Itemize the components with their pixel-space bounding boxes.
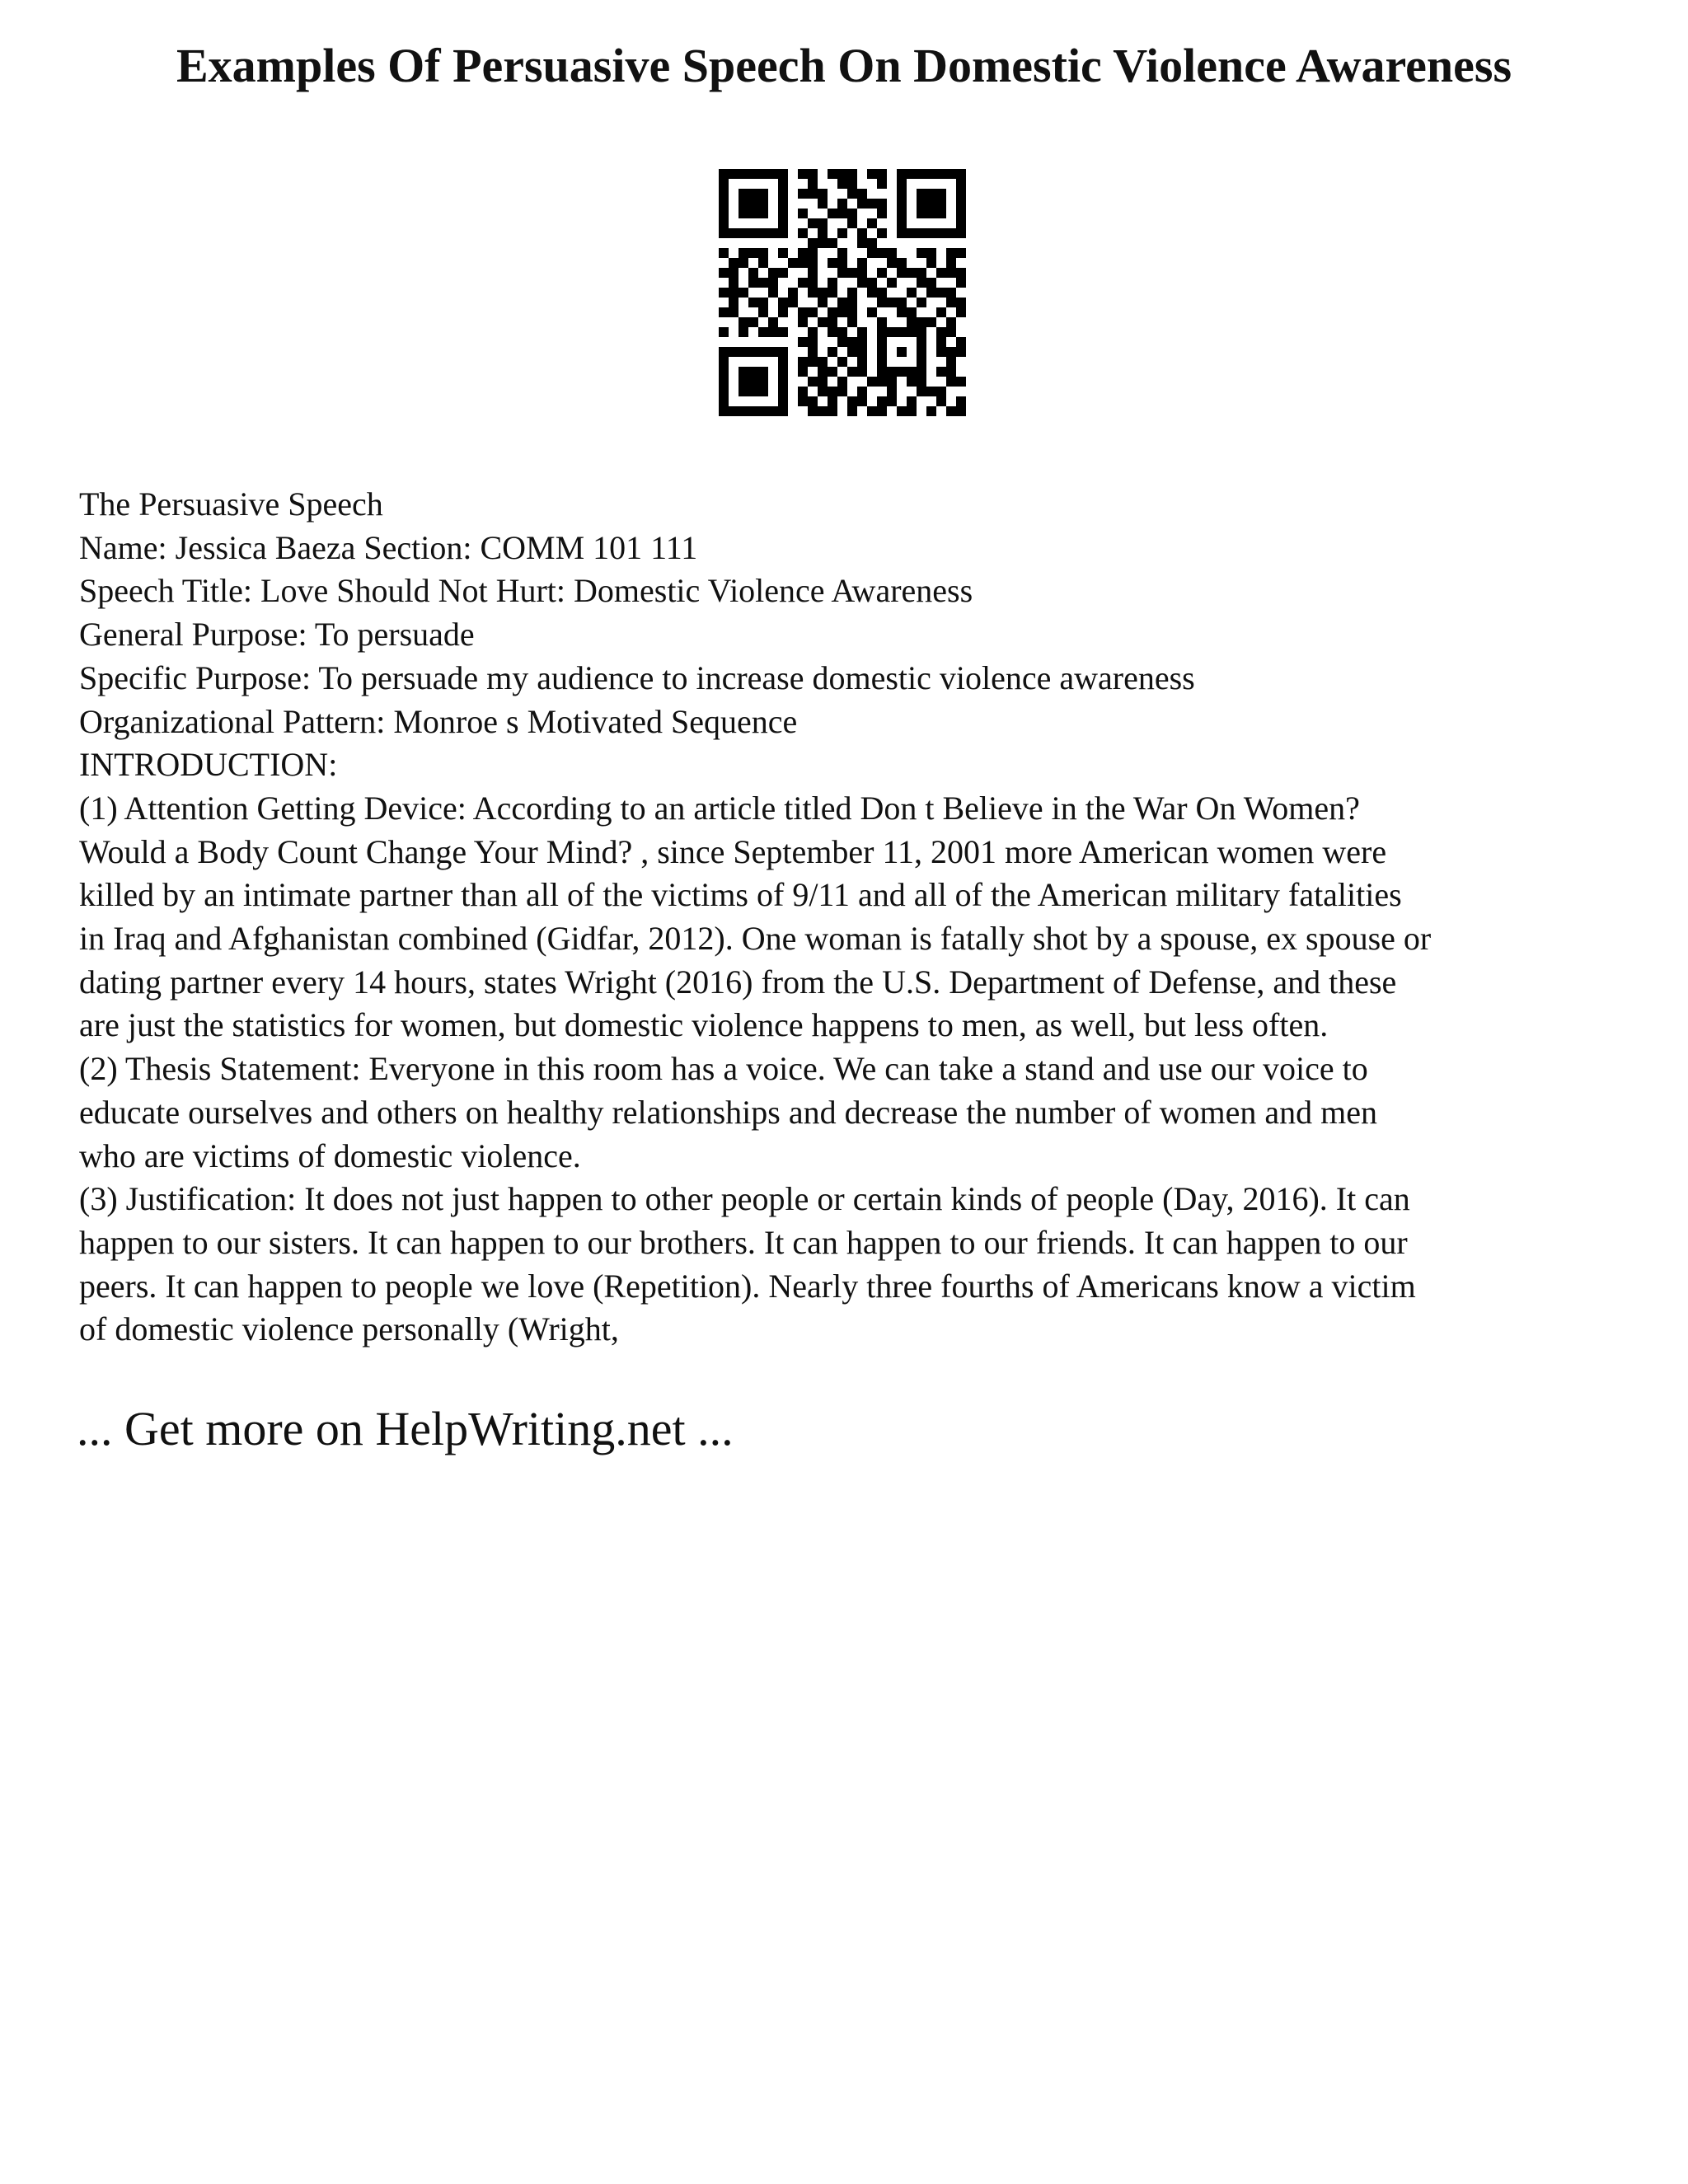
body-line: Speech Title: Love Should Not Hurt: Domestic Violence Awareness <box>79 572 973 610</box>
body-line: in Iraq and Afghanistan combined (Gidfar, 2012). One woman is fatally shot by a spouse, ex spouse or <box>79 920 1432 958</box>
body-line: The Persuasive Speech <box>79 485 383 523</box>
body-line: who are victims of domestic violence. <box>79 1137 581 1174</box>
document-body <box>79 483 1629 1352</box>
body-line: peers. It can happen to people we love (Repetition). Nearly three fourths of Americans know a victim <box>79 1267 1416 1305</box>
qr-code-icon <box>719 169 966 416</box>
body-line: General Purpose: To persuade <box>79 616 475 654</box>
document-title: Examples Of Persuasive Speech On Domestic Violence Awareness <box>176 39 1512 92</box>
body-line: (2) Thesis Statement: Everyone in this room has a voice. We can take a stand and use our voice to <box>79 1050 1368 1088</box>
body-line: (1) Attention Getting Device: According to an article titled Don t Believe in the War On Women? <box>79 789 1360 827</box>
get-more-link[interactable]: ... Get more on HelpWriting.net ... <box>77 1402 734 1455</box>
body-line: Name: Jessica Baeza Section: COMM 101 111 <box>79 528 698 566</box>
body-line: educate ourselves and others on healthy relationships and decrease the number of women and men <box>79 1093 1378 1131</box>
body-line: (3) Justification: It does not just happen to other people or certain kinds of people (Day, 2016). It can <box>79 1180 1410 1218</box>
body-line: dating partner every 14 hours, states Wright (2016) from the U.S. Department of Defense, and these <box>79 963 1397 1001</box>
body-line: are just the statistics for women, but domestic violence happens to men, as well, but less often. <box>79 1006 1329 1044</box>
body-line: Organizational Pattern: Monroe s Motivated Sequence <box>79 702 798 740</box>
body-line: killed by an intimate partner than all of the victims of 9/11 and all of the American military fatalities <box>79 876 1402 914</box>
body-line: of domestic violence personally (Wright, <box>79 1310 619 1348</box>
body-line: INTRODUCTION: <box>79 746 338 784</box>
body-line: Specific Purpose: To persuade my audience to increase domestic violence awareness <box>79 658 1195 696</box>
body-line: Would a Body Count Change Your Mind? , since September 11, 2001 more American women were <box>79 832 1387 870</box>
body-line: happen to our sisters. It can happen to our brothers. It can happen to our friends. It can happen to our <box>79 1223 1408 1261</box>
